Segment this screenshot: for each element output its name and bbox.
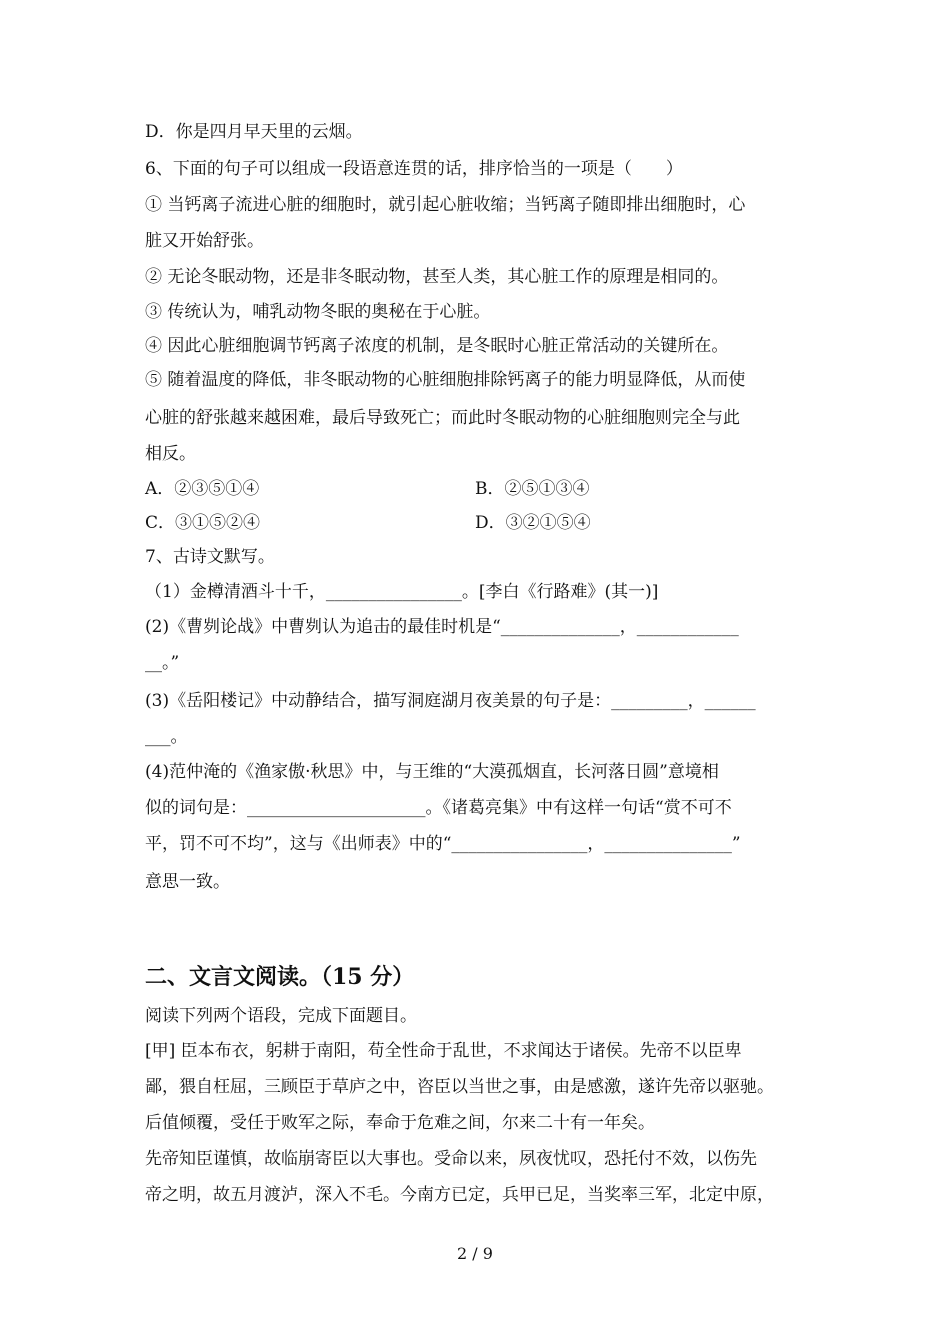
q6-sentence-5-line-3: 相反。	[145, 444, 196, 464]
page-number: 2 / 9	[457, 1244, 493, 1263]
q6-sentence-1-line-1: ① 当钙离子流进心脏的细胞时，就引起心脏收缩；当钙离子随即排出细胞时，心	[145, 195, 746, 215]
q6-stem: 6、下面的句子可以组成一段语意连贯的话，排序恰当的一项是（ ）	[145, 159, 683, 179]
section-heading: 二、文言文阅读。（15 分）	[145, 964, 415, 990]
q6-sentence-1-line-2: 脏又开始舒张。	[145, 231, 264, 251]
q7-part-2-line-2: __。”	[145, 653, 180, 673]
q6-sentence-2: ② 无论冬眠动物，还是非冬眠动物，甚至人类，其心脏工作的原理是相同的。	[145, 267, 729, 287]
passage-jia-line-4: 先帝知臣谨慎，故临崩寄臣以大事也。受命以来，夙夜忧叹，恐托付不效，以伤先	[145, 1149, 757, 1169]
section-instruction: 阅读下列两个语段，完成下面题目。	[145, 1006, 417, 1026]
passage-jia-line-5: 帝之明，故五月渡泸，深入不毛。今南方已定，兵甲已足，当奖率三军，北定中原，	[145, 1185, 774, 1205]
q7-part-3-line-1: (3)《岳阳楼记》中动静结合，描写洞庭湖月夜美景的句子是：_________，______	[145, 691, 756, 711]
q7-stem: 7、古诗文默写。	[145, 547, 275, 567]
q7-part-4-line-4: 意思一致。	[145, 872, 230, 892]
q7-part-3-line-2: ___。	[145, 727, 188, 747]
q6-option-c: C．③①⑤②④	[145, 513, 261, 533]
q6-option-b: B．②⑤①③④	[475, 479, 590, 499]
q6-sentence-3: ③ 传统认为，哺乳动物冬眠的奥秘在于心脏。	[145, 302, 491, 322]
q6-sentence-4: ④ 因此心脏细胞调节钙离子浓度的机制，是冬眠时心脏正常活动的关键所在。	[145, 336, 729, 356]
passage-jia-line-2: 鄙，猥自枉屈，三顾臣于草庐之中，咨臣以当世之事，由是感激，遂许先帝以驱驰。	[145, 1077, 774, 1097]
q6-option-d: D．③②①⑤④	[475, 513, 591, 533]
q7-part-4-line-3: 平，罚不可不均”，这与《出师表》中的“________________，_______________”	[145, 834, 741, 854]
q7-part-2-line-1: (2)《曹刿论战》中曹刿认为追击的最佳时机是“______________，____________	[145, 617, 739, 637]
q6-sentence-5-line-2: 心脏的舒张越来越困难，最后导致死亡；而此时冬眠动物的心脏细胞则完全与此	[145, 408, 740, 428]
q6-option-a: A．②③⑤①④	[145, 479, 260, 499]
q7-part-4-line-1: (4)范仲淹的《渔家傲·秋思》中，与王维的“大漠孤烟直，长河落日圆”意境相	[145, 762, 719, 782]
q6-sentence-5-line-1: ⑤ 随着温度的降低，非冬眠动物的心脏细胞排除钙离子的能力明显降低，从而使	[145, 370, 746, 390]
q5-option-d: D．你是四月早天里的云烟。	[145, 122, 363, 142]
passage-jia-line-1: [甲] 臣本布衣，躬耕于南阳，苟全性命于乱世，不求闻达于诸侯。先帝不以臣卑	[145, 1041, 742, 1061]
q7-part-1: （1）金樽清酒斗十千，________________。[李白《行路难》(其一)]	[145, 582, 659, 602]
q7-part-4-line-2: 似的词句是：_____________________。《诸葛亮集》中有这样一句话“赏不可不	[145, 798, 732, 818]
passage-jia-line-3: 后值倾覆，受任于败军之际，奉命于危难之间，尔来二十有一年矣。	[145, 1113, 655, 1133]
